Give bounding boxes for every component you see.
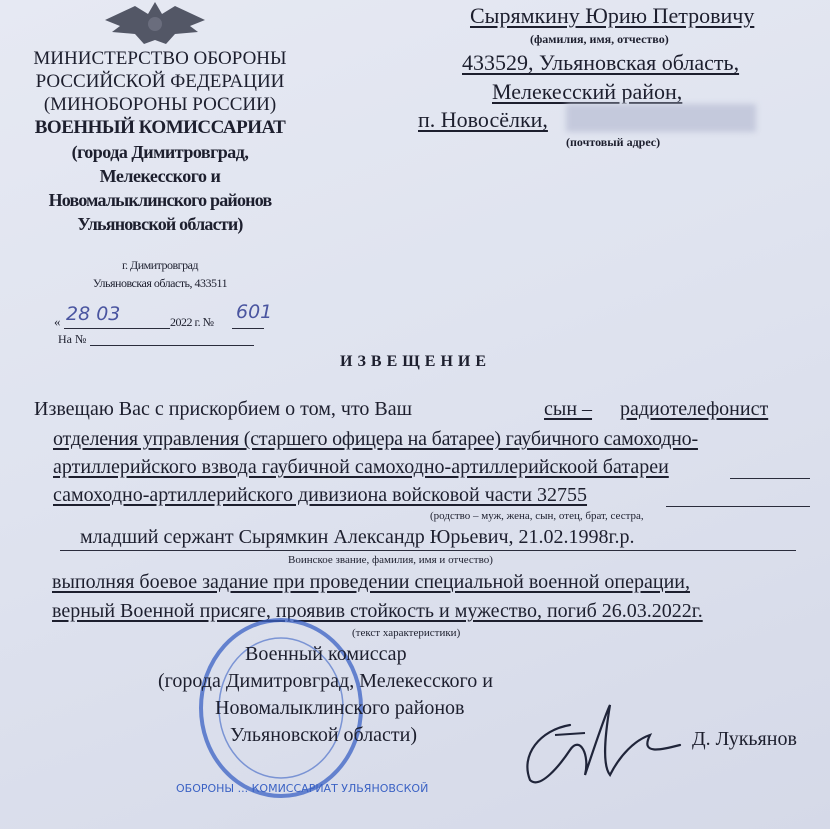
signatory-name: Д. Лукьянов bbox=[692, 728, 797, 750]
body-line-6: выполняя боевое задание при проведении специальной военной операции, bbox=[52, 571, 690, 593]
ministry-line-1: МИНИСТЕРСТВО ОБОРОНЫ bbox=[33, 48, 287, 69]
signatory-title-4: Ульяновской области) bbox=[230, 724, 418, 746]
date-year: 2022 г. № bbox=[170, 315, 214, 329]
number-underline bbox=[232, 328, 264, 329]
body-line-4: самоходно-артиллерийского дивизиона войсковой части 32755 bbox=[53, 484, 588, 506]
signatory-title-2: (города Димитровград, Мелекесского и bbox=[158, 670, 493, 692]
body-line-7: верный Военной присяге, проявив стойкость и мужество, погиб 26.03.2022г. bbox=[52, 600, 703, 622]
body-line-5: младший сержант Сырямкин Александр Юрьевич, 21.02.1998г.р. bbox=[80, 526, 635, 548]
caption-relation: (родство – муж, жена, сын, отец, брат, сестра, bbox=[430, 510, 644, 522]
recipient-address-line-1: 433529, Ульяновская область, bbox=[462, 50, 740, 75]
body-relation: сын – bbox=[544, 398, 593, 420]
signatory-title-1: Военный комиссар bbox=[245, 643, 407, 665]
body-line-4-fill bbox=[666, 506, 810, 507]
redacted-address bbox=[566, 104, 756, 132]
recipient-address-line-3: п. Новосёлки, bbox=[418, 107, 548, 132]
reply-to-label: На № bbox=[58, 332, 87, 346]
reply-to-underline bbox=[90, 345, 254, 346]
office-line-5: Ульяновской области) bbox=[77, 214, 243, 234]
office-line-3: Мелекесского и bbox=[99, 166, 221, 186]
office-line-2: (города Димитровград, bbox=[71, 142, 249, 162]
recipient-address-line-2: Мелекесский район, bbox=[492, 79, 683, 104]
date-underline bbox=[64, 328, 170, 329]
recipient-name: Сырямкину Юрию Петровичу bbox=[470, 3, 755, 28]
body-line-2: отделения управления (старшего офицера на батарее) гаубичного самоходно- bbox=[53, 428, 698, 450]
double-headed-eagle-emblem bbox=[100, 0, 210, 46]
date-handwritten: 28 03 bbox=[66, 303, 121, 325]
date-open-quote: « bbox=[54, 314, 61, 329]
caption-name: Воинское звание, фамилия, имя и отчество) bbox=[288, 554, 493, 566]
number-handwritten: 601 bbox=[236, 301, 273, 323]
ministry-line-2: РОССИЙСКОЙ ФЕДЕРАЦИИ bbox=[35, 71, 285, 92]
body-line-1-prefix: Извещаю Вас с прискорбием о том, что Ваш bbox=[34, 398, 413, 420]
body-line-3-fill bbox=[730, 478, 810, 479]
recipient-address-caption: (почтовый адрес) bbox=[566, 135, 661, 149]
caption-text: (текст характеристики) bbox=[352, 627, 461, 639]
signatory-title-3: Новомалыклинского районов bbox=[215, 697, 465, 719]
stamp-text: ОБОРОНЫ ... КОМИССАРИАТ УЛЬЯНОВСКОЙ bbox=[176, 782, 429, 795]
body-line-5-underline bbox=[60, 550, 796, 551]
sender-region: Ульяновская область, 433511 bbox=[92, 276, 228, 290]
office-line-1: ВОЕННЫЙ КОМИССАРИАТ bbox=[34, 117, 286, 138]
office-line-4: Новомалыклинского районов bbox=[48, 190, 272, 210]
body-line-1-rest: радиотелефонист bbox=[620, 398, 769, 420]
ministry-line-3: (МИНОБОРОНЫ РОССИИ) bbox=[43, 94, 277, 115]
handwritten-signature bbox=[510, 695, 690, 795]
document-title: ИЗВЕЩЕНИЕ bbox=[340, 353, 492, 370]
body-line-3: артиллерийского взвода гаубичной самоходно-артиллерийскоой батареи bbox=[53, 456, 669, 478]
sender-city: г. Димитровград bbox=[121, 258, 199, 272]
recipient-name-caption: (фамилия, имя, отчество) bbox=[530, 32, 669, 46]
